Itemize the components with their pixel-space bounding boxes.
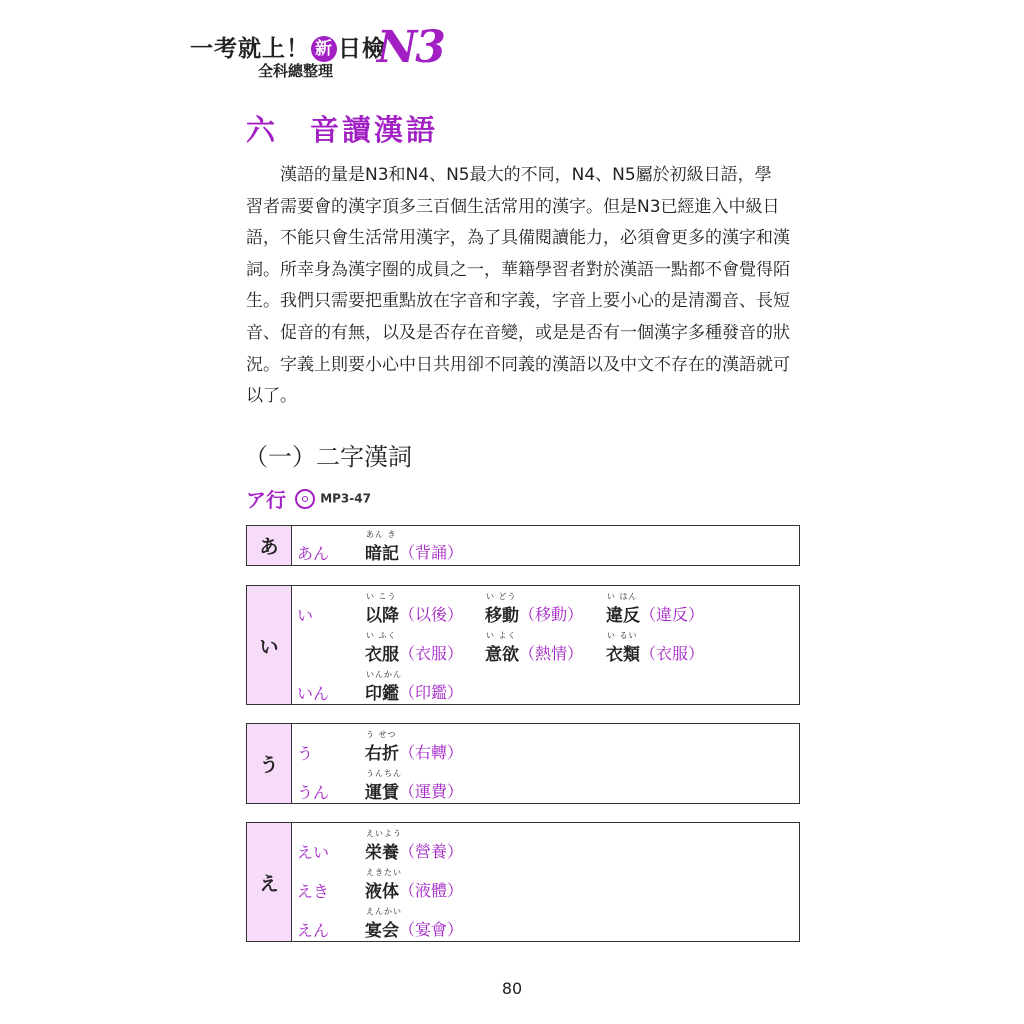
book-title-pre: 一考就上！ [190, 36, 310, 62]
vocab-meaning: （違反） [640, 605, 705, 624]
vocab-word: 液体 [365, 882, 399, 902]
intro-line: 習者需要會的漢字頂多三百個生活常用的漢字。但是N3已經進入中級日 [246, 196, 780, 217]
furigana: えんかい [366, 907, 402, 916]
vocab-meaning: （移動） [519, 605, 584, 624]
book-header [190, 22, 470, 82]
level-logo: N3 [377, 22, 444, 73]
vocab-word: 宴会 [365, 921, 399, 941]
vocab-word: 暗記 [365, 544, 399, 564]
audio-track-label: MP3-47 [320, 491, 371, 506]
group-kana: い [247, 586, 292, 704]
furigana: う せつ [366, 730, 397, 739]
vocab-line [291, 826, 799, 864]
vocab-line [291, 527, 799, 565]
vocab-line [291, 865, 799, 903]
vocab-word: 移動 [485, 606, 519, 626]
vocab-meaning: （液體） [399, 881, 464, 900]
furigana: いんかん [366, 670, 402, 679]
vocab-word: 運賃 [365, 783, 399, 803]
vocab-meaning: （運費） [399, 782, 464, 801]
new-badge: 新 [311, 36, 337, 62]
furigana: い どう [486, 592, 517, 601]
intro-line: 況。字義上則要小心中日共用卻不同義的漢語以及中文不存在的漢語就可 [246, 354, 790, 375]
vocab-line [291, 589, 799, 627]
subsection-title: （一）二字漢詞 [244, 443, 412, 471]
furigana: えいよう [366, 829, 402, 838]
furigana: い よく [486, 631, 517, 640]
reading-label: う [297, 744, 314, 763]
vocab-meaning: （背誦） [399, 543, 464, 562]
book-title-post: 日檢 [338, 36, 386, 62]
vocab-line [291, 904, 799, 942]
intro-line: 語，不能只會生活常用漢字，為了具備閱讀能力，必須會更多的漢字和漢 [246, 228, 790, 249]
reading-label: いん [297, 684, 330, 703]
kana-row-label: ア行 [246, 488, 286, 512]
vocab-meaning: （衣服） [640, 644, 705, 663]
intro-line: 生。我們只需要把重點放在字音和字義，字音上要小心的是清濁音、長短 [246, 291, 790, 312]
vocab-word: 意欲 [485, 645, 519, 665]
kana-row-heading [246, 484, 371, 514]
vocab-group-e [246, 822, 800, 942]
book-title [190, 30, 386, 63]
vocab-line [291, 628, 799, 666]
intro-line: 詞。所幸身為漢字圈的成員之一，華籍學習者對於漢語一點都不會覺得陌 [246, 259, 790, 280]
vocab-word: 衣服 [365, 645, 399, 665]
furigana: うんちん [366, 769, 402, 778]
vocab-word: 栄養 [365, 843, 399, 863]
vocab-word: 衣類 [606, 645, 640, 665]
audio-cd-icon [295, 489, 315, 509]
group-kana: え [247, 823, 292, 941]
vocab-group-u [246, 723, 800, 804]
furigana: い こう [366, 592, 397, 601]
vocab-meaning: （衣服） [399, 644, 464, 663]
reading-label: えん [297, 921, 330, 940]
vocab-meaning: （熱情） [519, 644, 584, 663]
vocab-meaning: （以後） [399, 605, 464, 624]
reading-label: えき [297, 882, 330, 901]
vocab-word: 違反 [606, 606, 640, 626]
furigana: あん き [366, 530, 397, 539]
intro-line: 音、促音的有無，以及是否存在音變，或是是否有一個漢字多種發音的狀 [246, 322, 790, 343]
intro-line: 漢語的量是N3和N4、N5最大的不同，N4、N5屬於初級日語，學 [246, 165, 772, 185]
reading-label: い [297, 606, 314, 625]
reading-label: えい [297, 843, 330, 862]
intro-paragraph [246, 160, 806, 413]
furigana: えきたい [366, 868, 402, 877]
vocab-meaning: （營養） [399, 842, 464, 861]
vocab-word: 以降 [365, 606, 399, 626]
intro-line: 以了。 [246, 386, 297, 407]
reading-label: あん [297, 544, 330, 563]
vocab-meaning: （印鑑） [399, 683, 464, 702]
vocab-meaning: （宴會） [399, 920, 464, 939]
vocab-word: 右折 [365, 744, 399, 764]
vocab-meaning: （右轉） [399, 743, 464, 762]
vocab-group-i [246, 585, 800, 705]
furigana: い はん [607, 592, 638, 601]
section-title: 六 音讀漢語 [246, 113, 439, 147]
vocab-group-a [246, 525, 800, 566]
vocab-line [291, 667, 799, 705]
group-kana: あ [247, 526, 292, 565]
vocab-line [291, 727, 799, 765]
group-kana: う [247, 724, 292, 803]
vocab-word: 印鑑 [365, 684, 399, 704]
vocab-line [291, 766, 799, 804]
furigana: い ふく [366, 631, 397, 640]
reading-label: うん [297, 783, 330, 802]
furigana: い るい [607, 631, 638, 640]
page-number: 80 [501, 979, 523, 998]
book-subtitle: 全科總整理 [258, 62, 334, 80]
